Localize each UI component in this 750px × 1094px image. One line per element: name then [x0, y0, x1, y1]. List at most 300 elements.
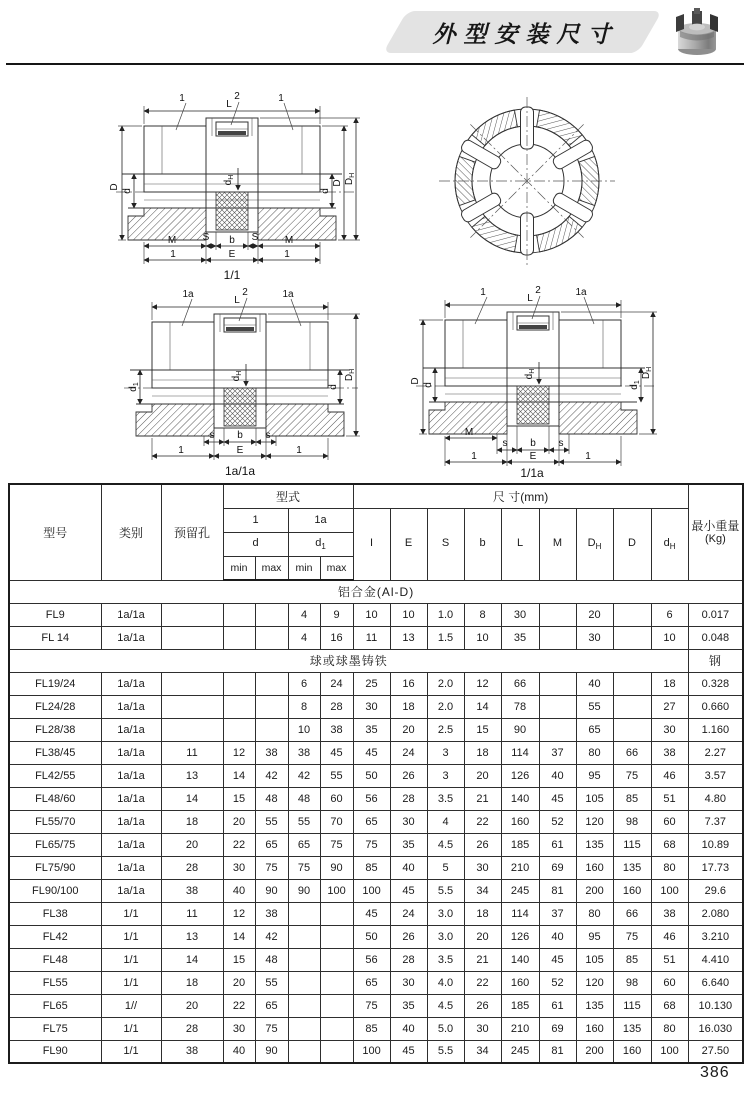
value-cell: 17.73	[688, 856, 743, 879]
value-cell: 1/1	[101, 1040, 161, 1063]
value-cell: 6	[651, 603, 688, 626]
value-cell: 52	[539, 971, 576, 994]
value-cell	[539, 672, 576, 695]
value-cell: 95	[576, 925, 613, 948]
col-header-I: I	[353, 508, 390, 580]
value-cell	[288, 1040, 320, 1063]
value-cell: 38	[288, 741, 320, 764]
value-cell: 105	[576, 787, 613, 810]
value-cell: 1a/1a	[101, 764, 161, 787]
col-header-type-1a: 1a	[288, 508, 353, 532]
value-cell: 80	[576, 902, 613, 925]
value-cell: 85	[613, 948, 651, 971]
dim-label-L: L	[234, 295, 240, 306]
value-cell: 100	[651, 879, 688, 902]
value-cell	[255, 672, 288, 695]
value-cell: 1a/1a	[101, 741, 161, 764]
value-cell: 28	[320, 695, 353, 718]
value-cell: 1a/1a	[101, 718, 161, 741]
page-number: 386	[700, 1064, 730, 1081]
value-cell: 2.080	[688, 902, 743, 925]
value-cell: 5	[427, 856, 464, 879]
value-cell: 30	[501, 603, 539, 626]
table-row	[9, 672, 743, 695]
dim-label-d: d	[423, 382, 434, 388]
value-cell: 10.130	[688, 994, 743, 1017]
dim-label-1b: 1	[585, 451, 591, 462]
value-cell: 14	[161, 787, 223, 810]
value-cell: 60	[320, 787, 353, 810]
value-cell: 13	[161, 925, 223, 948]
value-cell: 51	[651, 948, 688, 971]
value-cell: 160	[613, 879, 651, 902]
value-cell: 66	[501, 672, 539, 695]
value-cell: 1/1	[101, 925, 161, 948]
dim-label-DH: $D_H$	[344, 172, 356, 186]
col-header-d1: $d_1$	[288, 532, 353, 556]
value-cell: 20	[223, 971, 255, 994]
model-cell: FL65/75	[9, 833, 101, 856]
value-cell: 5.0	[427, 1017, 464, 1040]
value-cell: 35	[353, 718, 390, 741]
value-cell	[223, 672, 255, 695]
dim-label-E: E	[228, 249, 236, 260]
value-cell: 75	[613, 925, 651, 948]
value-cell: 40	[539, 925, 576, 948]
value-cell: 160	[613, 1040, 651, 1063]
value-cell: 10	[390, 603, 427, 626]
value-cell: 35	[390, 833, 427, 856]
value-cell: 135	[613, 856, 651, 879]
section-hatch-right	[559, 402, 637, 434]
col-header-max-d: max	[255, 556, 288, 580]
value-cell: 160	[501, 810, 539, 833]
dim-label-d1: $d_1$	[629, 380, 641, 390]
model-cell: FL90	[9, 1040, 101, 1063]
value-cell: 9	[320, 603, 353, 626]
value-cell	[288, 948, 320, 971]
value-cell: 65	[353, 971, 390, 994]
value-cell: 90	[501, 718, 539, 741]
elastic-element	[519, 325, 547, 329]
coupling-product-photo	[668, 5, 726, 59]
value-cell: 18	[464, 741, 501, 764]
value-cell	[320, 1017, 353, 1040]
value-cell: 11	[161, 741, 223, 764]
value-cell	[320, 925, 353, 948]
value-cell: 114	[501, 741, 539, 764]
value-cell: 20	[464, 925, 501, 948]
value-cell: 85	[353, 1017, 390, 1040]
value-cell: 66	[613, 741, 651, 764]
value-cell: 120	[576, 971, 613, 994]
value-cell: 14	[223, 925, 255, 948]
table-row	[9, 925, 743, 948]
model-cell: FL55/70	[9, 810, 101, 833]
value-cell: 1/1	[101, 948, 161, 971]
section-label-right: 钢	[688, 649, 743, 672]
model-cell: FL75/90	[9, 856, 101, 879]
value-cell	[223, 718, 255, 741]
table-row	[9, 741, 743, 764]
value-cell	[288, 971, 320, 994]
value-cell: 140	[501, 948, 539, 971]
value-cell: 90	[288, 879, 320, 902]
callout-2: 2	[242, 287, 248, 298]
value-cell: 56	[353, 787, 390, 810]
col-header-min-d1: min	[288, 556, 320, 580]
value-cell: 12	[223, 741, 255, 764]
value-cell: 1a/1a	[101, 879, 161, 902]
value-cell	[539, 603, 576, 626]
value-cell: 16	[320, 626, 353, 649]
value-cell: 46	[651, 764, 688, 787]
value-cell: 40	[539, 764, 576, 787]
table-body	[9, 580, 743, 1063]
col-header-d: d	[223, 532, 288, 556]
value-cell: 60	[651, 971, 688, 994]
col-header-weight	[688, 484, 743, 580]
value-cell: 27	[651, 695, 688, 718]
value-cell: 27.50	[688, 1040, 743, 1063]
diagram-caption: 1/1	[223, 268, 241, 282]
value-cell: 30	[576, 626, 613, 649]
value-cell: 16.030	[688, 1017, 743, 1040]
model-cell: FL38	[9, 902, 101, 925]
dimensions-table	[8, 483, 744, 1064]
model-cell: FL24/28	[9, 695, 101, 718]
value-cell	[288, 925, 320, 948]
value-cell: 30	[223, 1017, 255, 1040]
value-cell: 1a/1a	[101, 856, 161, 879]
callout-1a: 1a	[182, 289, 194, 300]
value-cell: 68	[651, 994, 688, 1017]
value-cell: 34	[464, 879, 501, 902]
value-cell: 38	[255, 741, 288, 764]
dim-label-dH: $d_H$	[231, 370, 243, 382]
value-cell: 61	[539, 994, 576, 1017]
model-cell: FL28/38	[9, 718, 101, 741]
value-cell: 69	[539, 856, 576, 879]
table-row	[9, 810, 743, 833]
value-cell: 15	[223, 948, 255, 971]
callout-1: 1	[480, 287, 486, 298]
value-cell: 14	[464, 695, 501, 718]
value-cell	[539, 718, 576, 741]
dim-label-E: E	[236, 445, 244, 456]
table-row	[9, 787, 743, 810]
model-cell: FL38/45	[9, 741, 101, 764]
value-cell: 4.80	[688, 787, 743, 810]
value-cell: 200	[576, 879, 613, 902]
value-cell: 48	[255, 787, 288, 810]
table-row	[9, 695, 743, 718]
value-cell: 28	[161, 1017, 223, 1040]
value-cell: 75	[613, 764, 651, 787]
value-cell: 140	[501, 787, 539, 810]
value-cell: 3.57	[688, 764, 743, 787]
value-cell	[613, 603, 651, 626]
model-cell: FL42/55	[9, 764, 101, 787]
value-cell: 20	[390, 718, 427, 741]
elastic-element	[226, 327, 254, 331]
value-cell: 21	[464, 948, 501, 971]
value-cell: 37	[539, 741, 576, 764]
value-cell: 1.0	[427, 603, 464, 626]
col-group-type: 型式	[223, 484, 353, 508]
elastomer-section	[224, 388, 256, 426]
value-cell: 115	[613, 994, 651, 1017]
value-cell: 4.5	[427, 833, 464, 856]
value-cell: 55	[288, 810, 320, 833]
value-cell: 24	[390, 902, 427, 925]
value-cell	[161, 672, 223, 695]
value-cell: 126	[501, 764, 539, 787]
value-cell: 40	[390, 856, 427, 879]
col-header-L: L	[501, 508, 539, 580]
value-cell: 30	[390, 971, 427, 994]
value-cell: 48	[288, 787, 320, 810]
dim-label-d: d	[122, 188, 133, 194]
col-group-size: 尺 寸(mm)	[353, 484, 688, 508]
value-cell: 55	[576, 695, 613, 718]
value-cell: 66	[613, 902, 651, 925]
value-cell: 48	[255, 948, 288, 971]
value-cell: 12	[223, 902, 255, 925]
value-cell: 200	[576, 1040, 613, 1063]
value-cell: 7.37	[688, 810, 743, 833]
table-row	[9, 879, 743, 902]
model-cell: FL55	[9, 971, 101, 994]
value-cell: 81	[539, 1040, 576, 1063]
section-hatch-right	[258, 208, 336, 240]
model-cell: FL42	[9, 925, 101, 948]
col-header-b: b	[464, 508, 501, 580]
value-cell: 3	[427, 741, 464, 764]
dim-label-b: b	[530, 438, 536, 449]
dim-label-D: D	[410, 377, 421, 385]
value-cell: 45	[320, 741, 353, 764]
model-cell: FL90/100	[9, 879, 101, 902]
value-cell: 98	[613, 971, 651, 994]
dim-label-1: 1	[178, 445, 184, 456]
value-cell	[161, 626, 223, 649]
value-cell: 6.640	[688, 971, 743, 994]
table-row	[9, 626, 743, 649]
weight-unit: (Kg)	[704, 532, 726, 545]
value-cell: 38	[161, 879, 223, 902]
model-cell: FL9	[9, 603, 101, 626]
value-cell: 4.5	[427, 994, 464, 1017]
callout-1: 1	[179, 93, 185, 104]
value-cell: 18	[161, 971, 223, 994]
value-cell: 13	[161, 764, 223, 787]
value-cell: 30	[390, 810, 427, 833]
dim-label-dH: $d_H$	[223, 174, 235, 186]
value-cell: 26	[464, 994, 501, 1017]
value-cell: 210	[501, 856, 539, 879]
callout-2: 2	[535, 285, 541, 296]
value-cell	[320, 994, 353, 1017]
value-cell: 45	[539, 948, 576, 971]
value-cell: 2.0	[427, 695, 464, 718]
value-cell: 30	[223, 856, 255, 879]
value-cell: 69	[539, 1017, 576, 1040]
table-header	[9, 484, 743, 580]
value-cell: 2.5	[427, 718, 464, 741]
value-cell	[255, 626, 288, 649]
value-cell: 38	[255, 902, 288, 925]
value-cell: 10.89	[688, 833, 743, 856]
col-header-type-1: 1	[223, 508, 288, 532]
value-cell: 38	[320, 718, 353, 741]
value-cell: 3.0	[427, 902, 464, 925]
value-cell: 5.5	[427, 1040, 464, 1063]
value-cell: 185	[501, 833, 539, 856]
value-cell	[255, 603, 288, 626]
value-cell	[223, 695, 255, 718]
value-cell: 3.0	[427, 925, 464, 948]
value-cell: 10	[353, 603, 390, 626]
value-cell: 90	[255, 1040, 288, 1063]
value-cell	[288, 994, 320, 1017]
value-cell: 70	[320, 810, 353, 833]
value-cell: 78	[501, 695, 539, 718]
elastomer-section	[216, 192, 248, 230]
dim-label-d-right: d	[328, 384, 339, 390]
model-cell: FL48/60	[9, 787, 101, 810]
dim-label-S2: S	[251, 232, 259, 243]
dim-label-1b: 1	[296, 445, 302, 456]
value-cell: 75	[255, 856, 288, 879]
elastomer-section	[517, 386, 549, 424]
dim-label-M2: M	[284, 235, 294, 246]
dim-label-s2: s	[558, 438, 564, 449]
value-cell	[255, 718, 288, 741]
value-cell: 11	[353, 626, 390, 649]
value-cell: 80	[651, 1017, 688, 1040]
value-cell: 61	[539, 833, 576, 856]
col-header-hole: 预留孔	[161, 484, 223, 580]
value-cell	[613, 672, 651, 695]
value-cell: 100	[353, 879, 390, 902]
diagram-1a-1a	[110, 286, 372, 478]
value-cell: 55	[255, 810, 288, 833]
value-cell: 1//	[101, 994, 161, 1017]
value-cell: 80	[651, 856, 688, 879]
value-cell: 0.017	[688, 603, 743, 626]
value-cell: 210	[501, 1017, 539, 1040]
value-cell: 90	[320, 856, 353, 879]
model-cell: FL48	[9, 948, 101, 971]
value-cell: 16	[390, 672, 427, 695]
model-cell: FL 14	[9, 626, 101, 649]
value-cell: 52	[539, 810, 576, 833]
value-cell	[613, 718, 651, 741]
value-cell	[320, 971, 353, 994]
value-cell: 8	[288, 695, 320, 718]
value-cell: 45	[390, 1040, 427, 1063]
value-cell: 135	[576, 994, 613, 1017]
col-header-E: E	[390, 508, 427, 580]
value-cell: 2.27	[688, 741, 743, 764]
value-cell: 1/1	[101, 971, 161, 994]
col-header-model: 型号	[9, 484, 101, 580]
diagram-1-1a	[398, 284, 666, 480]
dim-label-S: S	[202, 232, 210, 243]
dim-label-DH: $D_H$	[344, 368, 356, 382]
section-row	[9, 580, 743, 603]
callout-1a: 1a	[575, 287, 587, 298]
value-cell: 1a/1a	[101, 787, 161, 810]
value-cell	[320, 948, 353, 971]
value-cell	[223, 626, 255, 649]
value-cell: 95	[576, 764, 613, 787]
value-cell: 50	[353, 764, 390, 787]
value-cell: 56	[353, 948, 390, 971]
value-cell: 100	[320, 879, 353, 902]
value-cell: 46	[651, 925, 688, 948]
value-cell: 10	[464, 626, 501, 649]
table-row	[9, 856, 743, 879]
table-row	[9, 718, 743, 741]
weight-label: 最小重量	[691, 518, 740, 533]
value-cell: 65	[255, 833, 288, 856]
value-cell: 120	[576, 810, 613, 833]
value-cell: 51	[651, 787, 688, 810]
value-cell: 40	[576, 672, 613, 695]
value-cell: 15	[223, 787, 255, 810]
value-cell: 1.160	[688, 718, 743, 741]
value-cell: 75	[255, 1017, 288, 1040]
value-cell: 38	[161, 1040, 223, 1063]
value-cell: 20	[464, 764, 501, 787]
value-cell: 245	[501, 879, 539, 902]
dim-label-M: M	[464, 427, 474, 438]
value-cell: 245	[501, 1040, 539, 1063]
value-cell: 1a/1a	[101, 695, 161, 718]
dim-label-s2: s	[265, 430, 271, 441]
value-cell: 35	[501, 626, 539, 649]
value-cell: 29.6	[688, 879, 743, 902]
page-title: 外型安装尺寸	[432, 20, 619, 47]
dim-label-b: b	[229, 235, 235, 246]
value-cell: 14	[223, 764, 255, 787]
value-cell: 1/1	[101, 902, 161, 925]
section-label: 球或球墨铸铁	[9, 649, 688, 672]
table-row	[9, 603, 743, 626]
value-cell	[539, 695, 576, 718]
section-label: 铝合金(Al-D)	[9, 580, 743, 603]
value-cell: 85	[613, 787, 651, 810]
value-cell: 30	[464, 856, 501, 879]
value-cell: 1.5	[427, 626, 464, 649]
model-cell: FL19/24	[9, 672, 101, 695]
value-cell: 42	[255, 925, 288, 948]
dim-label-s: s	[502, 438, 508, 449]
col-header-dH: $d_H$	[651, 508, 688, 580]
value-cell: 3.210	[688, 925, 743, 948]
value-cell: 26	[464, 833, 501, 856]
value-cell: 20	[576, 603, 613, 626]
value-cell: 28	[161, 856, 223, 879]
value-cell	[161, 718, 223, 741]
diagram-caption: 1/1a	[520, 466, 544, 480]
diagram-1-1	[92, 90, 382, 282]
value-cell: 55	[255, 971, 288, 994]
dim-label-DH: $D_H$	[641, 366, 653, 380]
table-row	[9, 902, 743, 925]
